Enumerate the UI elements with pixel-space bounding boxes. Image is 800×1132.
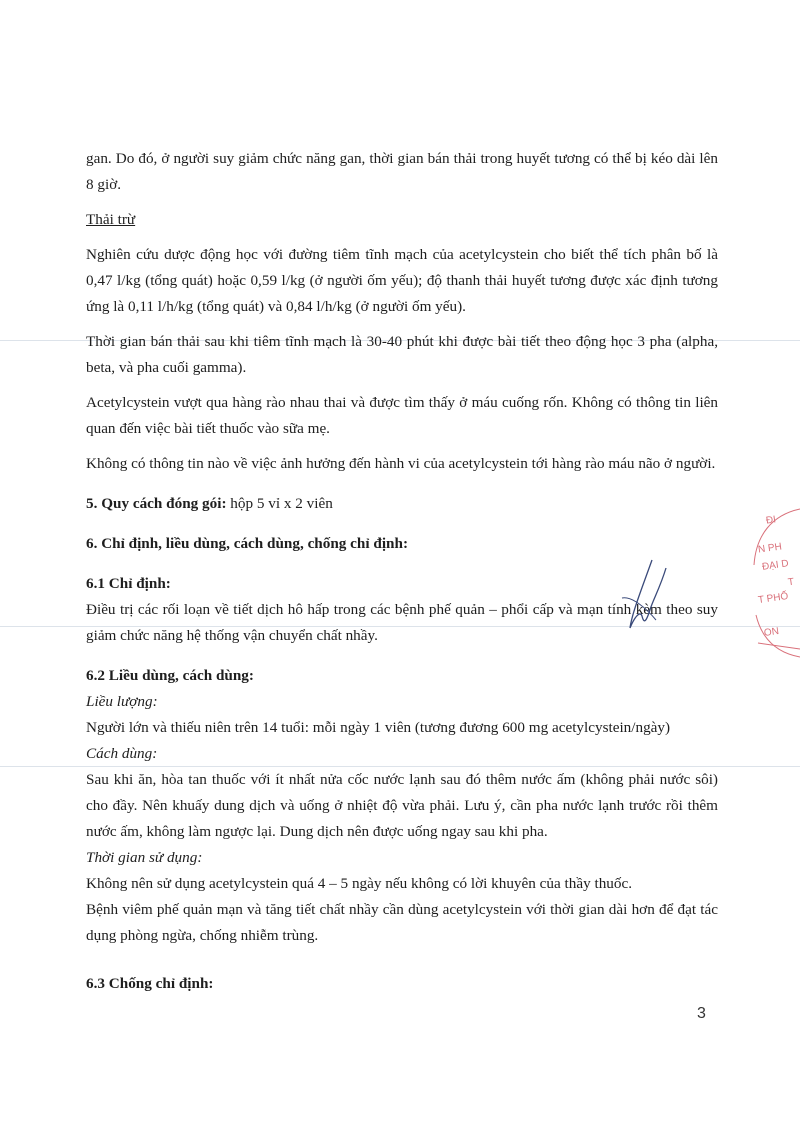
section-6-1-text: Điều trị các rối loạn về tiết dịch hô hấp trong các bệnh phế quản – phổi cấp và mạn tính kèm theo suy giảm chức năng hệ thống vận chuyển chất nhầy. xyxy=(86,601,718,644)
duration-label: Thời gian sử dụng: xyxy=(86,849,203,866)
stamp-ring xyxy=(752,505,800,665)
dose-label: Liều lượng: xyxy=(86,693,158,710)
section-packaging-label: 5. Quy cách đóng gói: xyxy=(86,495,227,512)
usage-text: Sau khi ăn, hòa tan thuốc với ít nhất nửa cốc nước lạnh sau đó thêm nước ấm (không phải nước sôi) cho đầy. Nên khuấy dung dịch và uống ở nhiệt độ vừa phải. Lưu ý, cần pha nước lạnh trước rồi thêm nước ấm, không làm ngược lại. Dung dịch nên được uống ngay sau khi pha. xyxy=(86,771,718,840)
section-6-3-title: 6.3 Chống chỉ định: xyxy=(86,975,214,992)
heading-elimination: Thải trừ xyxy=(86,211,136,228)
stamp-line: ĐI xyxy=(765,514,777,527)
stamp-line: N PH xyxy=(757,541,783,556)
stamp-line: ON xyxy=(763,626,780,639)
paragraph-liver: gan. Do đó, ở người suy giảm chức năng gan, thời gian bán thải trong huyết tương có thể bị kéo dài lên 8 giờ. xyxy=(86,150,718,193)
signature-mark xyxy=(612,558,682,638)
section-packaging xyxy=(86,491,718,517)
usage-label: Cách dùng: xyxy=(86,745,158,762)
stamp-line: T xyxy=(787,576,795,589)
duration-text-2: Bệnh viêm phế quản mạn và tăng tiết chất nhầy cần dùng acetylcystein với thời gian dài hơn để đạt tác dụng phòng ngừa, chống nhiễm trùng. xyxy=(86,901,718,944)
dose-text: Người lớn và thiếu niên trên 14 tuổi: mỗi ngày 1 viên (tương đương 600 mg acetylcystein/ngày) xyxy=(86,719,671,736)
section-6-2-title: 6.2 Liều dùng, cách dùng: xyxy=(86,667,254,684)
section-6-title: 6. Chỉ định, liều dùng, cách dùng, chống chỉ định: xyxy=(86,535,409,552)
stamp-line: T PHỐ xyxy=(757,590,790,607)
paragraph-half-life: Thời gian bán thải sau khi tiêm tĩnh mạch là 30-40 phút khi được bài tiết theo động học 3 pha (alpha, beta, và pha cuối gamma). xyxy=(86,333,718,376)
duration-text-1: Không nên sử dụng acetylcystein quá 4 – 5 ngày nếu không có lời khuyên của thầy thuốc. xyxy=(86,875,633,892)
page-number: 3 xyxy=(697,1005,706,1022)
paragraph-blood-brain: Không có thông tin nào về việc ảnh hưởng đến hành vi của acetylcystein tới hàng rào máu não ở người. xyxy=(86,455,716,472)
stamp-line: ĐẠI D xyxy=(761,558,790,573)
official-stamp xyxy=(752,505,800,665)
section-packaging-value: hộp 5 vỉ x 2 viên xyxy=(226,495,333,512)
paragraph-pharmacokinetics: Nghiên cứu dược động học với đường tiêm tĩnh mạch của acetylcystein cho biết thể tích phân bố là 0,47 l/kg (tổng quát) hoặc 0,59 l/kg (ở người ốm yếu); độ thanh thải huyết tương được xác định tương ứng là 0,11 l/h/kg (tổng quát) và 0,84 l/h/kg (ở người ốm yếu). xyxy=(86,246,718,315)
paragraph-placenta: Acetylcystein vượt qua hàng rào nhau thai và được tìm thấy ở máu cuống rốn. Không có thông tin liên quan đến việc bài tiết thuốc vào sữa mẹ. xyxy=(86,394,718,437)
section-6-1-title: 6.1 Chỉ định: xyxy=(86,575,171,592)
